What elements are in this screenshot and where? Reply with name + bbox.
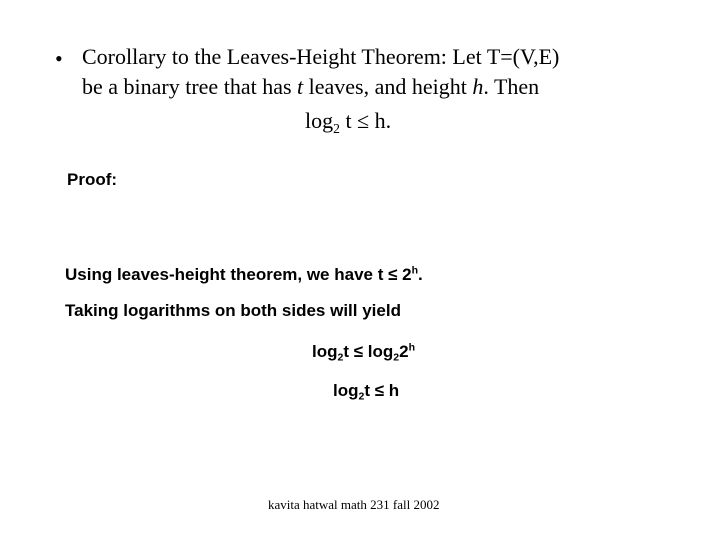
formula-log: log (305, 108, 334, 133)
proof-equation-1 (312, 342, 415, 362)
corollary-line-2 (82, 74, 539, 100)
variable-h: h (472, 74, 484, 99)
proof-step-1-exponent: h (411, 264, 419, 277)
proof-step-2: Taking logarithms on both sides will yield (65, 301, 401, 320)
eq1-base-2: 2 (393, 351, 400, 364)
bullet-point: • (55, 46, 63, 71)
footer-credit: kavita hatwal math 231 fall 2002 (268, 497, 440, 512)
corollary-formula (305, 108, 391, 134)
eq2-log: log (333, 381, 359, 400)
eq1-mid: t ≤ log (343, 342, 394, 361)
variable-t: t (297, 74, 304, 99)
proof-equation-2 (333, 381, 399, 401)
corollary-line-2-text-a: be a binary tree that has (82, 74, 298, 99)
eq2-base: 2 (358, 390, 365, 403)
eq1-log: log (312, 342, 338, 361)
corollary-line-2-text-b: leaves, and height (303, 74, 473, 99)
eq1-base: 2 (337, 351, 344, 364)
proof-step-1 (65, 265, 423, 285)
corollary-line-2-text-c: . Then (483, 74, 540, 99)
corollary-line-1: Corollary to the Leaves-Height Theorem: Let T=(V,E) (82, 44, 560, 69)
eq1-two: 2 (399, 342, 409, 361)
eq2-rest: t ≤ h (364, 381, 400, 400)
proof-label: Proof: (67, 170, 118, 189)
formula-rest: t ≤ h. (339, 108, 392, 133)
proof-step-1-end: . (418, 265, 423, 284)
formula-base: 2 (333, 120, 340, 136)
proof-step-1-text: Using leaves-height theorem, we have t ≤ 2 (65, 265, 412, 284)
eq1-exponent: h (408, 341, 416, 354)
